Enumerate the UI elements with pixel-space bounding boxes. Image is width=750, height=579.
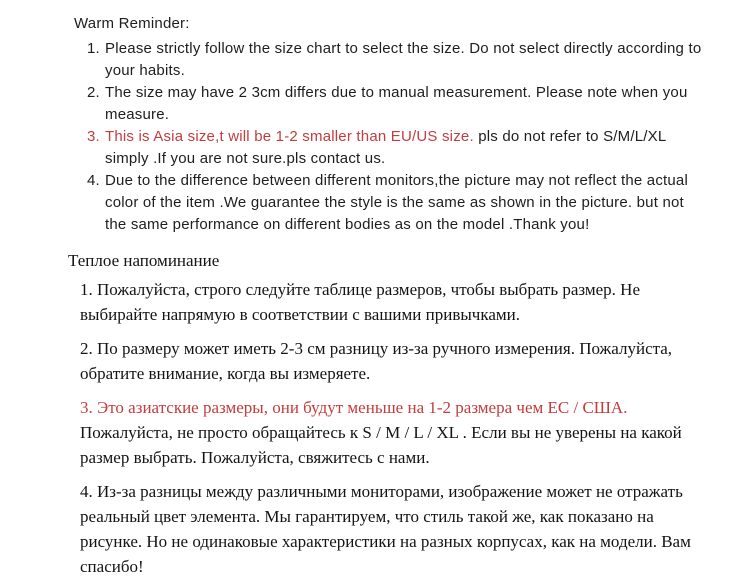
reminder-item-ru-2: 2. По размеру может иметь 2-3 см разницу из-за ручного измерения. Пожалуйста, обратите внимание, когда вы измеряете. [80,339,673,383]
asia-size-warning-ru: 3. Это азиатские размеры, они будут меньше на 1-2 размера чем ЕС / США. [80,398,628,417]
reminder-item-en-1 [87,38,702,82]
english-reminder-section [74,13,702,236]
item-text: Please strictly follow the size chart to select the size. Do not select directly according to your habits. [105,40,702,79]
reminder-item-en-4 [87,170,702,236]
item-number: 4. [87,172,100,189]
warm-reminder-title-ru: Теплое напоминание [68,251,220,270]
item-text-rest: pls do not refer to S/M/L/XL simply .If you are not sure.pls contact us. [105,128,666,167]
item-text: The size may have 2 3cm differs due to manual measurement. Please note when you measure. [105,84,688,123]
reminder-item-ru-4: 4. Из-за разницы между различными мониторами, изображение может не отражать реальный цвет элемента. Мы гарантируем, что стиль такой же, как показано на рисунке. Но не одинаковые характеристики на разных корпусах, как на модели. Вам спасибо! [80,482,691,576]
item-number: 3. [87,128,100,145]
item-number: 1. [87,40,100,57]
warm-reminder-title-en: Warm Reminder: [74,15,190,32]
item-text [105,126,702,170]
reminder-item-en-2 [87,82,702,126]
asia-size-warning-en: This is Asia size,t will be 1-2 smaller than EU/US size. [105,128,474,145]
reminder-item-en-3 [87,126,702,170]
item-number: 2. [87,84,100,101]
russian-reminder-section [68,248,700,579]
reminder-item-ru-1: 1. Пожалуйста, строго следуйте таблице размеров, чтобы выбрать размер. Не выбирайте напрямую в соответствии с вашими привычками. [80,280,640,324]
item-text-rest: Пожалуйста, не просто обращайтесь к S / M / L / XL . Если вы не уверены на какой размер выбрать. Пожалуйста, свяжитесь с нами. [80,423,682,467]
reminder-item-ru-3 [80,395,700,470]
item-text: Due to the difference between different monitors,the picture may not reflect the actual color of the item .We guarantee the style is the same as shown in the picture. but not the same performance on different bodies as on the model .Thank you! [105,172,689,233]
